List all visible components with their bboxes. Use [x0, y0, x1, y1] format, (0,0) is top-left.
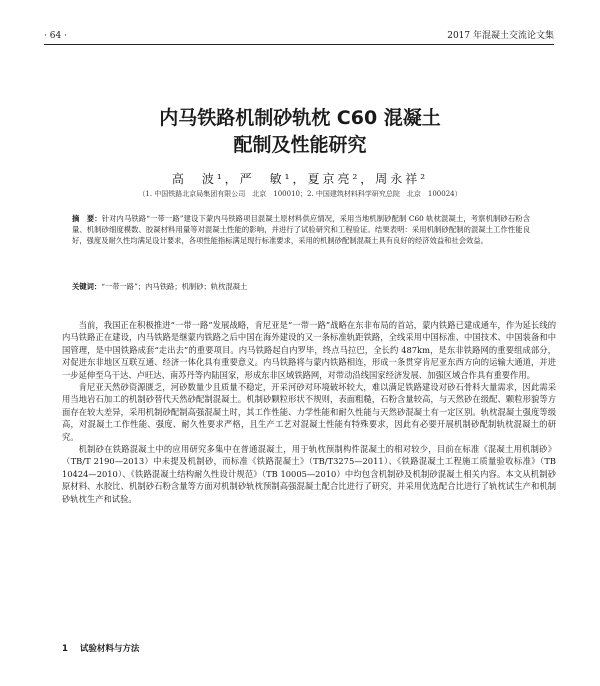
affiliation: （1. 中国铁路北京局集团有限公司 北京 100010；2. 中国建筑材料科学研究总院 北京 100024） — [138, 190, 462, 198]
abstract-text: 针对内马铁路“一带一路”建设下蒙内马铁路项目混凝土原材料供应情况，采用当地机制砂配制 C60 轨枕混凝土，考察机制砂石粉含量、机制砂细度模数、胶凝材料用量等对混凝土性能的影响，并进行了试验研究和工程验证。结果表明：采用机制砂配制的混凝土工作性能良好，强度及耐久性均满足设计要求，各项性能指标满足现行标准要求，采用的机制砂配制混凝土具有良好的经济效益和社会效益。 — [72, 214, 530, 246]
page-number: · 64 · — [44, 31, 67, 41]
title-line-2: 配制及性能研究 — [233, 134, 367, 156]
authors: 高 波¹，严 敏¹，夏京亮²，周永祥² — [171, 172, 429, 186]
keywords — [72, 281, 530, 292]
keywords-text: “一带一路”；内马铁路；机制砂；轨枕混凝土 — [101, 282, 248, 291]
paragraph: 机制砂在铁路混凝土中的应用研究多集中在普通混凝土，用于轨枕预制构件混凝土的相对较少，目前在标准《混凝土用机制砂》（TB/T 2190—2013）中未提及机制砂，而标准《铁路混凝土》（TB/T3275—2011）、《铁路混凝土工程施工质量验收标准》（TB 10424—2010）、《铁路混凝土结构耐久性设计规范》（TB 10005—2010）中均包含机制砂及机制砂混凝土相关内容。本文从机制砂原材料、水胶比、机制砂石粉含量等方面对机制砂轨枕预制高强混凝土配合比进行了研究，并采用优选配合比进行了轨枕试生产和机制砂轨枕生产和试验。 — [62, 444, 556, 504]
conference-name: 2017 年混凝土交流论文集 — [447, 31, 554, 41]
abstract-label: 摘 要： — [72, 214, 102, 223]
section-title: 试验材料与方法 — [79, 644, 140, 654]
body-text — [62, 319, 556, 505]
keywords-label: 关键词： — [72, 282, 102, 291]
title-line-1: 内马铁路机制砂轨枕 C60 混凝土 — [159, 107, 441, 129]
running-head — [44, 30, 554, 45]
paragraph: 当前，我国正在积极推进“一带一路”发展战略，肯尼亚是“一带一路”战略在东非布局的首站，蒙内铁路已建成通车，作为延长线的内马铁路正在建设，内马铁路是继蒙内铁路之后中国在海外建设的又一条标准轨距铁路，全线采用中国标准、中国技术、中国装备和中国管理，是中国铁路成套“走出去”的重要项目。内马铁路起自内罗毕，终点马拉巴，全长约 487km，是东非铁路网的重要组成部分，对促进东非地区互联互通、经济一体化具有重要意义。内马铁路将与蒙内铁路相连，形成一条贯穿肯尼亚东西方向的运输大通道，并进一步延伸至乌干达、卢旺达、南苏丹等内陆国家，形成东非区域铁路网，对带动沿线国家经济发展、加强区域合作具有重要作用。 — [62, 320, 556, 380]
paragraph: 肯尼亚天然砂资源匮乏，河砂数量少且质量不稳定，开采河砂对环境破坏较大，难以满足铁路建设对砂石骨料大量需求，因此需采用当地岩石加工的机制砂替代天然砂配制混凝土。机制砂颗粒形状不规则，表面粗糙，石粉含量较高，与天然砂在级配、颗粒形貌等方面存在较大差异，采用机制砂配制高强混凝土时，其工作性能、力学性能和耐久性能与天然砂混凝土有一定区别。轨枕混凝土强度等级高，对混凝土工作性能、强度、耐久性要求严格，且生产工艺对混凝土性能有特殊要求，因此有必要开展机制砂配制轨枕混凝土的研究。 — [62, 382, 556, 442]
abstract — [72, 213, 530, 247]
section-number: 1 — [62, 644, 68, 654]
section-heading — [62, 642, 151, 654]
paper-title — [40, 105, 560, 159]
